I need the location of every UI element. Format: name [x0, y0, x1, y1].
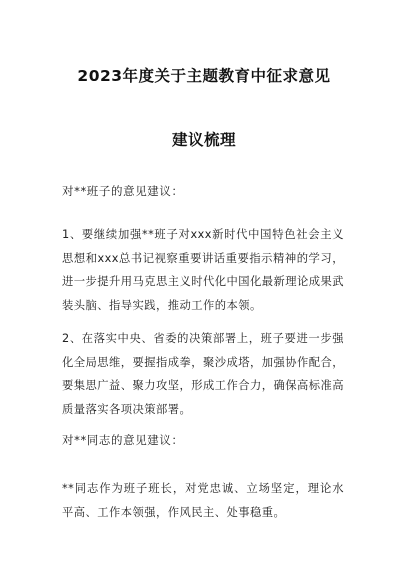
document-title-line-1: 2023年度关于主题教育中征求意见	[77, 67, 331, 85]
suggestion-paragraph-1: 1、要继续加强**班子对xxx新时代中国特色社会主义思想和xxx总书记视察重要讲话重要指示精神的学习，进一步提升用马克思主义时代化中国化最新理论成果武装头脑、指导实践，推动工作的本领。	[62, 228, 344, 312]
section-heading-team: 对**班子的意见建议：	[62, 184, 184, 198]
document-title-line-2: 建议梳理	[171, 131, 236, 149]
suggestion-paragraph-3: **同志作为班子班长，对党忠诚、立场坚定，理论水平高、工作本领强，作风民主、处事稳重。	[62, 482, 344, 519]
section-heading-comrade: 对**同志的意见建议：	[62, 433, 184, 447]
suggestion-paragraph-2: 2、在落实中央、省委的决策部署上，班子要进一步强化全局思维，要握指成拳，聚沙成塔，加强协作配合，要集思广益、聚力攻坚，形成工作合力，确保高标准高质量落实各项决策部署。	[62, 332, 344, 416]
